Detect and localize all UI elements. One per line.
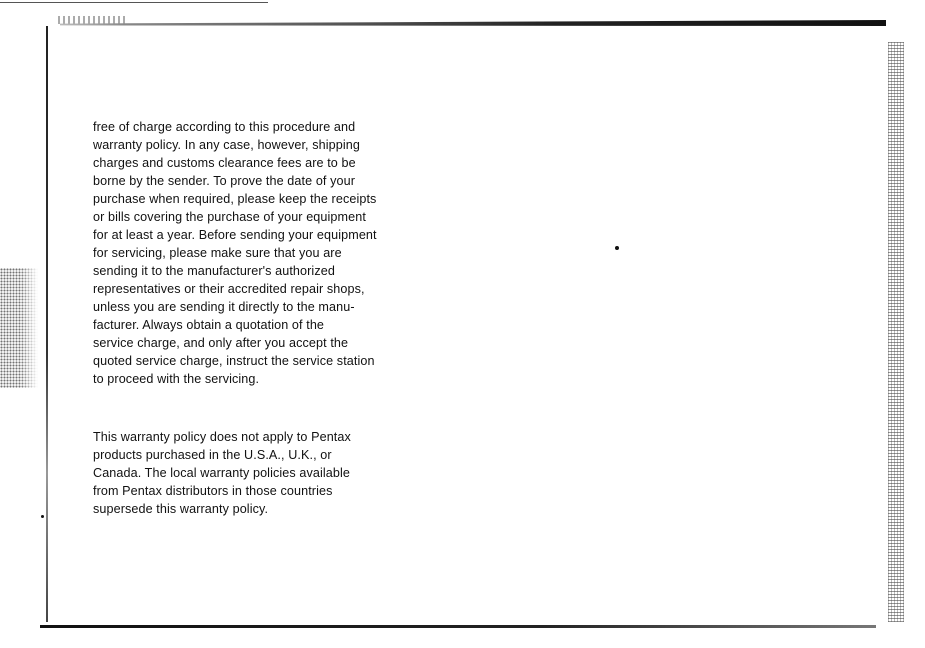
scan-speck (615, 246, 619, 250)
warranty-paragraph-1 (93, 118, 453, 388)
text-line: for at least a year. Before sending your equipment (93, 228, 377, 242)
text-line: supersede this warranty policy. (93, 502, 269, 516)
scan-smudge (58, 16, 128, 24)
text-line: sending it to the manufacturer's authorized (93, 264, 335, 278)
text-line: or bills covering the purchase of your equipment (93, 210, 366, 224)
text-line: Canada. The local warranty policies available (93, 466, 350, 480)
warranty-paragraph-2 (93, 428, 453, 518)
scan-speck (41, 515, 44, 518)
text-line: borne by the sender. To prove the date of your (93, 174, 356, 188)
page-left-border (46, 26, 48, 622)
text-line: quoted service charge, instruct the service station (93, 354, 375, 368)
text-line: to proceed with the servicing. (93, 372, 260, 386)
scan-left-halftone (0, 268, 38, 388)
text-line: warranty policy. In any case, however, shipping (93, 138, 360, 152)
text-line: charges and customs clearance fees are to be (93, 156, 356, 170)
scan-edge-line (0, 2, 268, 3)
page-bottom-rule (40, 625, 876, 628)
scan-right-edge-noise (888, 42, 904, 622)
text-line: facturer. Always obtain a quotation of the (93, 318, 325, 332)
text-line: from Pentax distributors in those countries (93, 484, 333, 498)
text-line: unless you are sending it directly to the manu- (93, 300, 355, 314)
page-top-rule (60, 20, 886, 26)
text-line: products purchased in the U.S.A., U.K., or (93, 448, 332, 462)
text-line: service charge, and only after you accept the (93, 336, 349, 350)
text-line: representatives or their accredited repair shops, (93, 282, 365, 296)
text-line: for servicing, please make sure that you are (93, 246, 342, 260)
text-line: This warranty policy does not apply to Pentax (93, 430, 351, 444)
text-line: free of charge according to this procedure and (93, 120, 356, 134)
text-line: purchase when required, please keep the receipts (93, 192, 377, 206)
